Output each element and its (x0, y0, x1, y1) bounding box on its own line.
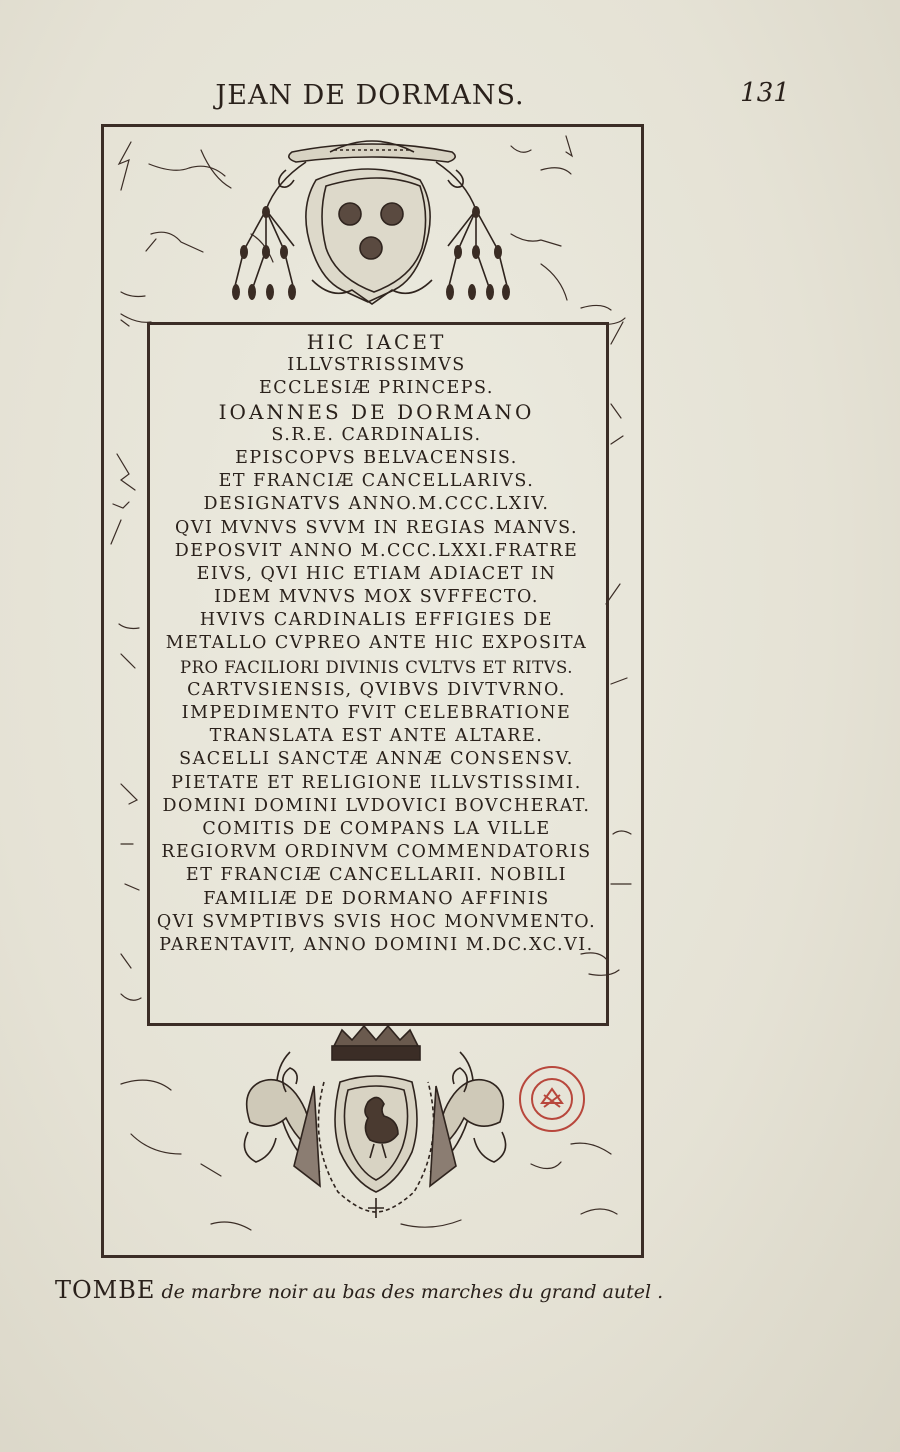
inscription-line: CARTVSIENSIS, QVIBVS DIVTVRNO. (187, 679, 566, 700)
inscription-line: HVIVS CARDINALIS EFFIGIES DE (199, 610, 554, 631)
inscription-line: IMPEDIMENTO FVIT CELEBRATIONE (181, 703, 572, 723)
inscription-line: TRANSLATA EST ANTE ALTARE. (209, 726, 544, 747)
inscription-line: ILLVSTRISSIMVS (287, 355, 466, 376)
page-number: 131 (740, 78, 790, 108)
inscription-line: DEPOSVIT ANNO M.CCC.LXXI.FRATRE (174, 540, 579, 561)
caption-italic: de marbre noir au bas des marches du grand autel . (155, 1281, 664, 1303)
inscription-line: HIC IACET (306, 330, 447, 354)
inscription-line: EIVS, QVI HIC ETIAM ADIACET IN (196, 563, 557, 584)
inscription-line: IOANNES DE DORMANO (218, 399, 535, 424)
page-title: JEAN DE DORMANS. (215, 80, 525, 111)
inscription-line: COMITIS DE COMPANS LA VILLE (202, 818, 551, 839)
epitaph-inscription (147, 331, 606, 957)
cardinal-hat-coat-of-arms-icon (226, 140, 516, 315)
inscription-line: ECCLESIÆ PRINCEPS. (259, 378, 494, 399)
caption-caps: TOMBE (55, 1276, 156, 1304)
inscription-line: PRO FACILIORI DIVINIS CVLTVS ET RITVS. (180, 657, 573, 677)
plate-caption (55, 1276, 755, 1304)
inscription-line: PIETATE ET RELIGIONE ILLVSTISSIMI. (171, 772, 582, 793)
library-stamp-icon (516, 1063, 588, 1135)
inscription-line: ET FRANCIÆ CANCELLARII. NOBILI (185, 865, 568, 886)
inscription-line: IDEM MVNVS MOX SVFFECTO. (214, 587, 539, 608)
inscription-line: SACELLI SANCTÆ ANNÆ CONSENSV. (179, 749, 574, 770)
crowned-coat-of-arms-icon (230, 1022, 520, 1222)
inscription-line: QVI SVMPTIBVS SVIS HOC MONVMENTO. (156, 911, 597, 932)
inscription-line: QVI MVNVS SVVM IN REGIAS MANVS. (174, 517, 579, 538)
inscription-line: EPISCOPVS BELVACENSIS. (235, 447, 518, 468)
inscription-line: S.R.E. CARDINALIS. (271, 424, 482, 445)
inscription-line: METALLO CVPREO ANTE HIC EXPOSITA (165, 633, 588, 654)
inscription-line: FAMILIÆ DE DORMANO AFFINIS (203, 888, 550, 909)
inscription-line: REGIORVM ORDINVM COMMENDATORIS (161, 842, 592, 863)
inscription-line: PARENTAVIT, ANNO DOMINI M.DC.XC.VI. (159, 934, 594, 955)
inscription-line: DOMINI DOMINI LVDOVICI BOVCHERAT. (162, 795, 591, 816)
inscription-line: ET FRANCIÆ CANCELLARIVS. (218, 471, 535, 492)
inscription-line: DESIGNATVS ANNO.M.CCC.LXIV. (203, 494, 550, 515)
